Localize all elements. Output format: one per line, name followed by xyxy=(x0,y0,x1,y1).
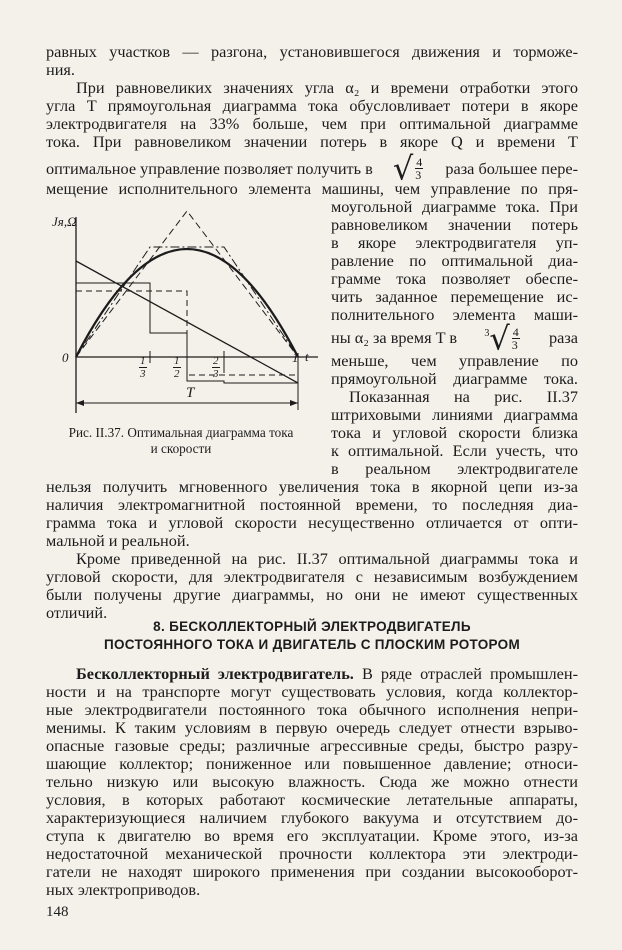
text-line: равновеликом значении потерь xyxy=(331,215,578,234)
text-line: меньше, чем управление по xyxy=(331,351,578,370)
text-line xyxy=(76,665,578,683)
text-line: тока и угловой скорости близка xyxy=(331,423,578,442)
text-line: равных участков — разгона, установившегося движения и торможе- xyxy=(46,42,578,61)
formula-line xyxy=(46,149,578,188)
text-line: полнительного элемента маши- xyxy=(331,305,578,324)
text-line: в реальном электродвигателе xyxy=(331,459,578,478)
figure-caption: Рис. II.37. Оптимальная диаграмма тока xyxy=(68,425,294,440)
text-line: мальной и реальной. xyxy=(46,531,190,550)
origin-label: 0 xyxy=(62,350,69,365)
text-line: грамма тока и угловой скорости несущественно отличается от опти- xyxy=(46,513,578,532)
text-line: опасные газовые среды; различные агрессивные среды, быстро разру- xyxy=(46,736,578,755)
T-label: T xyxy=(186,385,195,401)
text-line: При равновеликих значениях угла α₂ и времени отработки этого xyxy=(76,78,578,97)
text-line: электродвигателя на 33% больше, чем при оптимальной диаграмме xyxy=(46,114,578,133)
section-heading: ПОСТОЯННОГО ТОКА И ДВИГАТЕЛЬ С ПЛОСКИМ РОТОРОМ xyxy=(104,637,520,652)
text-line: мещение исполнительного элемента машины, чем управление по пря- xyxy=(46,179,578,198)
text-fragment: оптимальное управление позволяет получить в xyxy=(46,158,373,178)
text-line: нельзя получить мгновенного увеличения тока в якорной цепи из-за xyxy=(46,477,578,496)
text-fragment: раза большее пере- xyxy=(445,158,578,178)
section-heading: 8. БЕСКОЛЛЕКТОРНЫЙ ЭЛЕКТРОДВИГАТЕЛЬ xyxy=(153,619,471,634)
one-label: 1 xyxy=(292,350,299,365)
text-line: угла T прямоугольная диаграмма тока обусловливает потери в якоре xyxy=(46,96,578,115)
text-line: были получены другие диаграммы, но они не имеют существенных xyxy=(46,585,578,604)
frac-num: 1 xyxy=(174,355,180,367)
dashed-step-a xyxy=(76,291,187,357)
text-line: чить заданное перемещение ис- xyxy=(331,287,578,306)
text-line: наличия электромагнитной постоянной времени, то последняя диа- xyxy=(46,495,578,514)
frac-num: 2 xyxy=(213,355,219,367)
text-line: ступа к двигателю во время его эксплуатации. Кроме этого, из-за xyxy=(46,826,578,845)
frac-den: 3 xyxy=(511,338,518,353)
frac-num: 4 xyxy=(512,325,519,340)
frac-num: 1 xyxy=(140,355,146,367)
text-line: ных электроприводов. xyxy=(46,880,201,899)
arrow-right-icon xyxy=(290,400,298,406)
formula-line xyxy=(331,319,578,358)
text-line: грамме тока позволяет обеспе- xyxy=(331,269,578,288)
arrow-left-icon xyxy=(76,400,84,406)
text-line: ности и на транспорте могут существовать условия, когда коллектор- xyxy=(46,682,578,701)
text-line: условия, в которых работают космические летательные аппараты, xyxy=(46,790,578,809)
text-line: отличий. xyxy=(46,603,108,622)
text-line: тельно низкую или высокую влажность. Сюда же можно отнести xyxy=(46,772,578,791)
text-line: моугольной диаграмме тока. При xyxy=(331,197,578,216)
root-index: 3 xyxy=(484,328,490,339)
text-line: равление по оптимальной диа- xyxy=(331,251,578,270)
text-line: Показанная на рис. II.37 xyxy=(349,387,578,406)
page-number: 148 xyxy=(46,904,69,920)
text-line: Кроме приведенной на рис. II.37 оптимальной диаграммы тока и xyxy=(76,549,578,568)
text-line: характеризующиеся наличием глубокого вакуума и отсутствием до- xyxy=(46,808,578,827)
text-line: гатели не находят широкого применения при создании высокооборот- xyxy=(46,862,578,881)
cube-root-4-3: $^3$√ $\frac{4}{3}$ xyxy=(484,319,519,358)
text-line: тока. При равновеликом значении потерь в якоре Q и времени T xyxy=(46,132,578,151)
text-line: шающие коллектор; пониженное или повышенное давление; относи- xyxy=(46,754,578,773)
tick-label-1-3 xyxy=(139,355,147,380)
frac-den: 2 xyxy=(174,368,180,380)
text-line: ные электродвигатели постоянного тока обычного исполнения непри- xyxy=(46,700,578,719)
text-line: к оптимальной. Если учесть, что xyxy=(331,441,578,460)
sqrt-4-3: √ $\frac{4}{3}$ xyxy=(392,149,423,188)
dashed-step-b xyxy=(187,357,298,375)
text-fragment: раза xyxy=(548,328,578,348)
frac-num: 4 xyxy=(416,155,423,169)
t-axis-label: t xyxy=(305,349,309,364)
text-line: штриховыми линиями диаграмма xyxy=(331,405,578,424)
text-line: ния. xyxy=(46,60,75,79)
frac-den: 3 xyxy=(140,368,146,380)
text-line: в якоре электродвигателя уп- xyxy=(331,233,578,252)
text-fragment: ны α₂ за время T в xyxy=(331,328,458,348)
frac-den: 3 xyxy=(213,368,219,380)
tick-label-1-2 xyxy=(173,355,181,380)
run-in-heading: Бесколлекторный электродвигатель. xyxy=(76,664,354,683)
text-line: прямоугольной диаграмме тока. xyxy=(331,369,578,388)
text-line: недостаточной механической прочности коллектора эти электроди- xyxy=(46,844,578,863)
y-axis-label: Jя,Ω xyxy=(52,214,77,229)
figure-caption: и скорости xyxy=(150,441,212,456)
text-line: менимы. К таким условиям в первую очередь следует отнести взрыво- xyxy=(46,718,578,737)
text-fragment: В ряде отраслей промышлен- xyxy=(361,664,578,683)
tick-label-2-3 xyxy=(212,355,220,380)
text-line: угловой скорости, для электродвигателя с независимым возбуждением xyxy=(46,567,578,586)
frac-den: 3 xyxy=(415,168,422,182)
